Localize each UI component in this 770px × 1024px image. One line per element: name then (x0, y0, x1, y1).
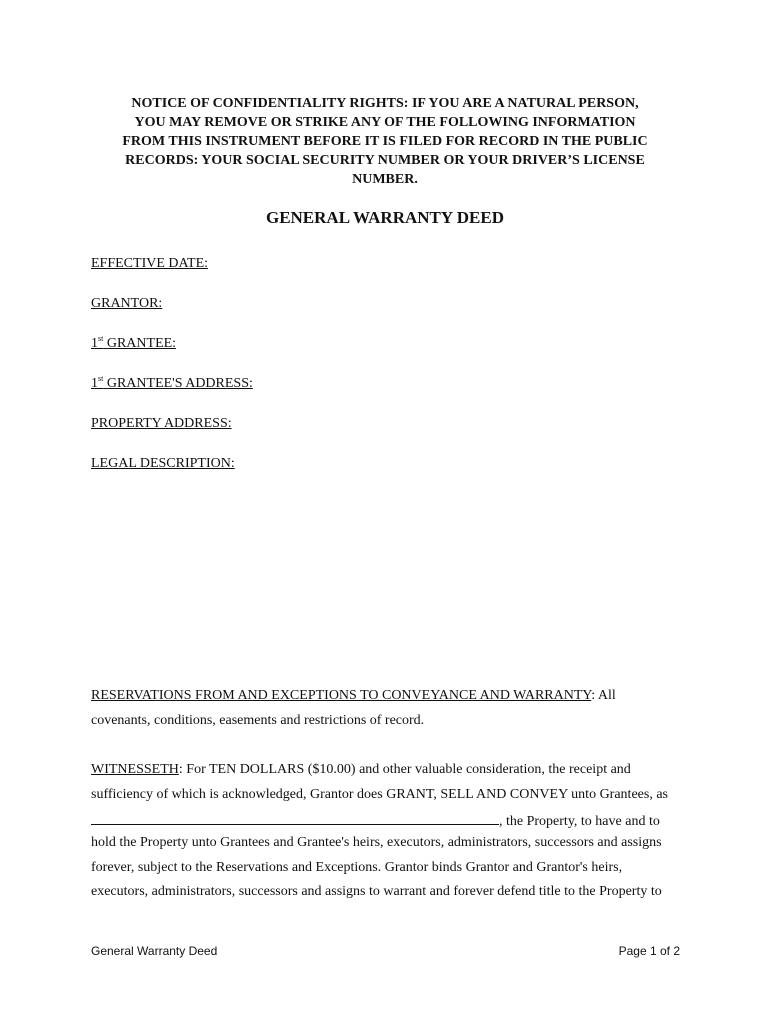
witnesseth-text: : For TEN DOLLARS ($10.00) and other valuable consideration, the receipt and (178, 762, 631, 777)
witnesseth-line-5: forever, subject to the Reservations and Exceptions. Grantor binds Grantor and Grantor's heirs, (91, 860, 623, 875)
footer-page-number: Page 1 of 2 (618, 944, 680, 958)
grantee-label-text: GRANTEE: (106, 336, 177, 351)
grantee-ordinal: 1 (91, 336, 98, 351)
witnesseth-line-2: sufficiency of which is acknowledged, Grantor does GRANT, SELL AND CONVEY unto Grantees, as (91, 787, 668, 802)
notice-line: FROM THIS INSTRUMENT BEFORE IT IS FILED FOR RECORD IN THE PUBLIC (122, 134, 648, 149)
witnesseth-line-4: hold the Property unto Grantees and Grantee's heirs, executors, administrators, successors and assigns (91, 835, 662, 850)
document-title: GENERAL WARRANTY DEED (265, 208, 505, 227)
witnesseth-line-6: executors, administrators, successors and assigns to warrant and forever defend title to the Property to (91, 884, 662, 899)
grantor-label: GRANTOR: (91, 296, 163, 311)
confidentiality-notice (90, 94, 680, 189)
reservations-heading: RESERVATIONS FROM AND EXCEPTIONS TO CONVEYANCE AND WARRANTY (91, 688, 592, 703)
grantee-ordinal-suffix: st (98, 334, 104, 343)
effective-date-field (91, 256, 208, 272)
notice-line: NOTICE OF CONFIDENTIALITY RIGHTS: IF YOU ARE A NATURAL PERSON, (131, 96, 639, 111)
grantee-address-ordinal: 1 (91, 376, 98, 391)
witnesseth-heading: WITNESSETH (91, 762, 179, 777)
notice-line: YOU MAY REMOVE OR STRIKE ANY OF THE FOLLOWING INFORMATION (134, 115, 636, 130)
grantor-field (91, 296, 162, 312)
grantee-address-ordinal-suffix: st (98, 374, 104, 383)
notice-line: RECORDS: YOUR SOCIAL SECURITY NUMBER OR YOUR DRIVER’S LICENSE (125, 153, 645, 168)
notice-line: NUMBER. (352, 172, 418, 187)
witnesseth-line-1 (91, 762, 659, 778)
grantee-address-label (91, 376, 253, 391)
legal-description-label: LEGAL DESCRIPTION: (91, 456, 235, 471)
grantee-field (91, 336, 176, 352)
legal-description-field (91, 456, 235, 472)
witnesseth-line-3 (91, 811, 659, 830)
property-address-field (91, 416, 232, 432)
reservations-line-1 (91, 688, 659, 704)
effective-date-label: EFFECTIVE DATE: (91, 256, 209, 271)
witnesseth-line-3-text: , the Property, to have and to (499, 814, 660, 829)
footer-document-name: General Warranty Deed (91, 944, 218, 958)
grantee-name-blank (91, 811, 499, 825)
grantee-address-field (91, 376, 253, 392)
reservations-text: : All (591, 688, 616, 703)
grantee-address-label-text: GRANTEE'S ADDRESS: (106, 376, 253, 391)
property-address-label: PROPERTY ADDRESS: (91, 416, 232, 431)
reservations-line-2: covenants, conditions, easements and restrictions of record. (91, 713, 425, 728)
grantee-label (91, 336, 176, 351)
